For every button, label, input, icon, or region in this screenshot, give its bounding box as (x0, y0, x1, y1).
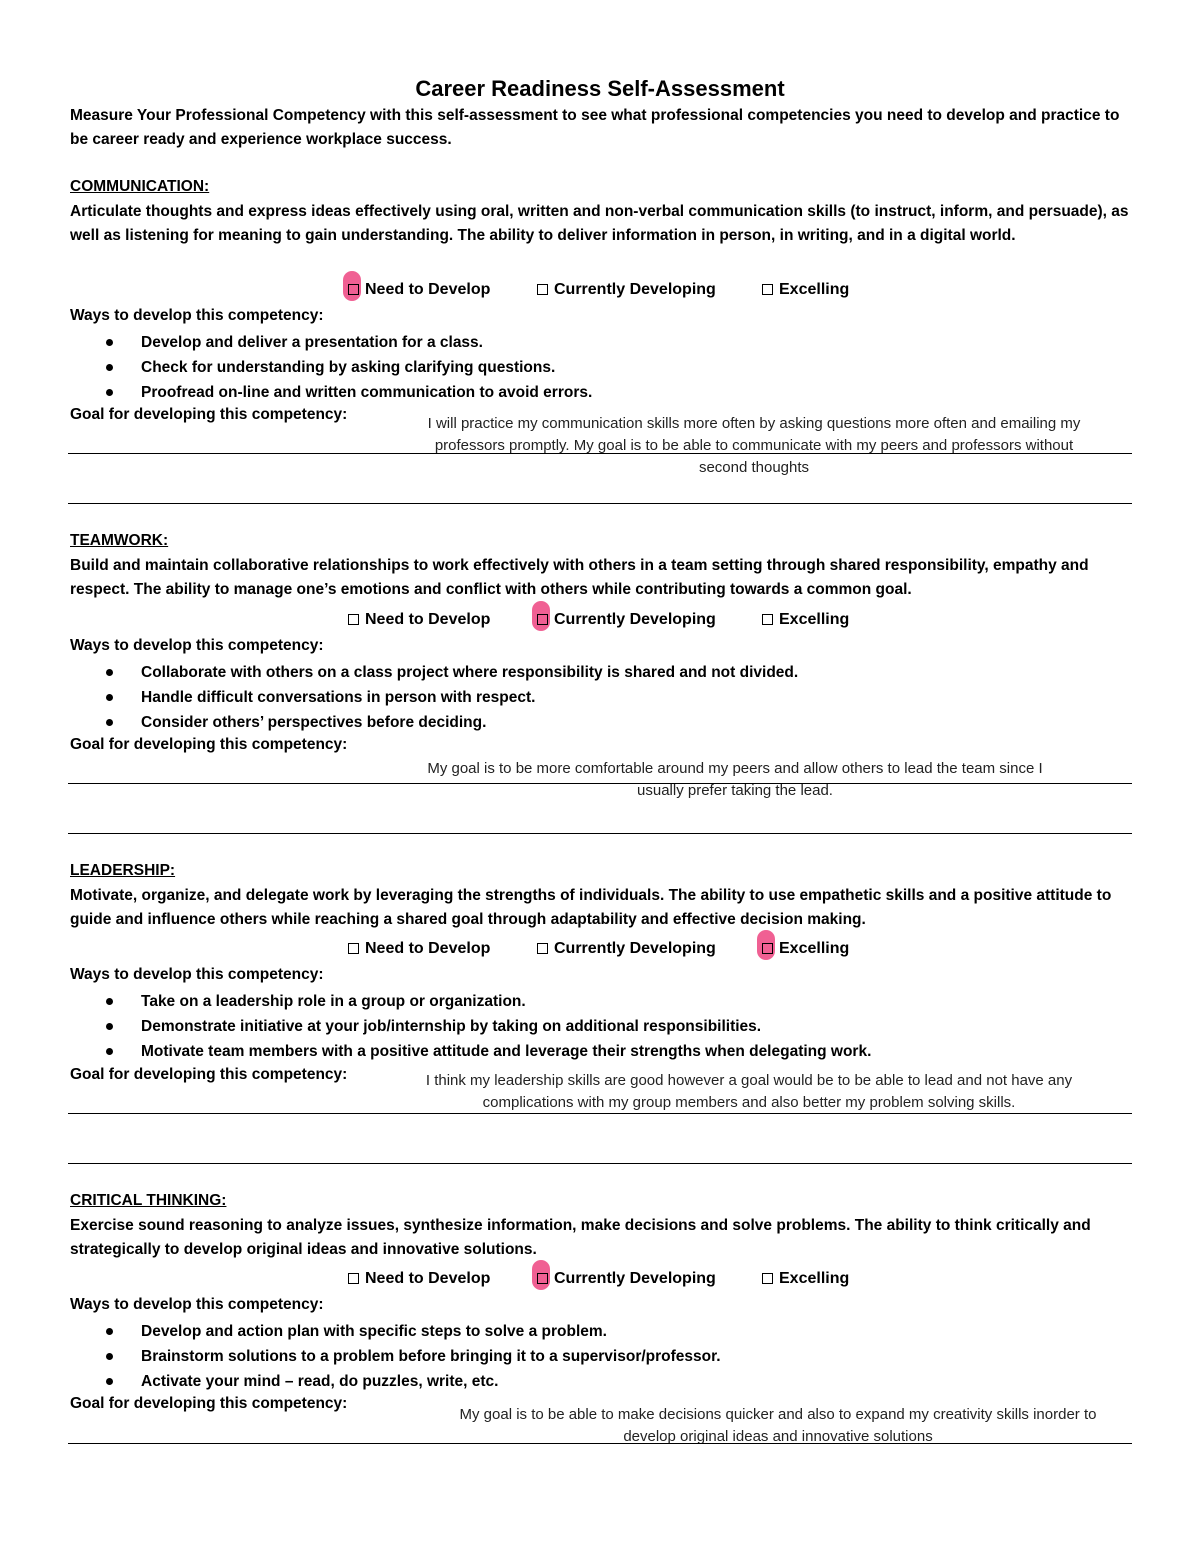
checkbox[interactable] (537, 284, 548, 295)
section-heading-communication: COMMUNICATION: (70, 178, 210, 195)
list-item: Activate your mind – read, do puzzles, write, etc. (104, 1369, 1104, 1394)
list-item: Consider others’ perspectives before deciding. (104, 710, 1104, 735)
checkbox[interactable] (762, 284, 773, 295)
goal-answer[interactable]: My goal is to be able to make decisions quicker and also to expand my creativity skills inorder to develop original ideas and innovative solutions (459, 1406, 1097, 1445)
section-description-leadership: Motivate, organize, and delegate work by leveraging the strengths of individuals. The ability to use empathetic skills and a positive attitude to guide and influence others while reaching a shared goal through adaptability and effective decision making. (70, 887, 1112, 928)
bullet-icon (106, 669, 113, 676)
bullet-icon (106, 339, 113, 346)
bullet-icon (106, 364, 113, 371)
list-item: Develop and action plan with specific steps to solve a problem. (104, 1319, 1104, 1344)
checkbox[interactable] (348, 1273, 359, 1284)
goal-label: Goal for developing this competency: (70, 1395, 348, 1412)
bullet-icon (106, 719, 113, 726)
divider (68, 453, 1132, 454)
intro-text: Measure Your Professional Competency with this self-assessment to see what professional competencies you need to develop and practice to be career ready and experience workplace success. (70, 107, 1120, 148)
option-need-to-develop[interactable]: Need to Develop (348, 281, 490, 299)
ways-list (104, 330, 1104, 405)
ways-list (104, 989, 1104, 1064)
list-item: Handle difficult conversations in person with respect. (104, 685, 1104, 710)
section-description-teamwork: Build and maintain collaborative relationships to work effectively with others in a team setting through shared responsibility, empathy and respect. The ability to manage one’s emotions and conflict with others while contributing towards a common goal. (70, 557, 1089, 598)
list-item: Check for understanding by asking clarifying questions. (104, 355, 1104, 380)
checkbox[interactable] (348, 284, 359, 295)
checkbox[interactable] (537, 614, 548, 625)
checkbox[interactable] (762, 1273, 773, 1284)
list-item: Motivate team members with a positive attitude and leverage their strengths when delegating work. (104, 1039, 1104, 1064)
option-need-to-develop[interactable]: Need to Develop (348, 1270, 490, 1288)
option-currently-developing[interactable]: Currently Developing (537, 611, 716, 629)
section-heading-critical-thinking: CRITICAL THINKING: (70, 1192, 227, 1209)
goal-label: Goal for developing this competency: (70, 1066, 348, 1083)
ways-list (104, 1319, 1104, 1394)
checkbox[interactable] (348, 943, 359, 954)
section-heading-leadership: LEADERSHIP: (70, 862, 176, 879)
divider (68, 1443, 1132, 1444)
bullet-icon (106, 1328, 113, 1335)
section-heading-teamwork: TEAMWORK: (70, 532, 169, 549)
list-item: Collaborate with others on a class project where responsibility is shared and not divided. (104, 660, 1104, 685)
list-item: Brainstorm solutions to a problem before bringing it to a supervisor/professor. (104, 1344, 1104, 1369)
section-description-communication: Articulate thoughts and express ideas effectively using oral, written and non-verbal communication skills (to instruct, inform, and persuade), as well as listening for meaning to gain understanding. The ability to deliver information in person, in writing, and in a digital world. (70, 203, 1129, 244)
checkbox[interactable] (348, 614, 359, 625)
checkbox[interactable] (537, 943, 548, 954)
page-title: Career Readiness Self-Assessment (415, 76, 785, 101)
divider (68, 1163, 1132, 1164)
option-excelling[interactable]: Excelling (762, 611, 849, 629)
goal-answer[interactable]: My goal is to be more comfortable around my peers and allow others to lead the team since I usually prefer taking the lead. (427, 760, 1043, 799)
option-need-to-develop[interactable]: Need to Develop (348, 940, 490, 958)
divider (68, 783, 1132, 784)
section-description-critical-thinking: Exercise sound reasoning to analyze issues, synthesize information, make decisions and solve problems. The ability to think critically and strategically to develop original ideas and innovative solutions. (70, 1217, 1091, 1258)
bullet-icon (106, 1378, 113, 1385)
checkbox[interactable] (762, 614, 773, 625)
bullet-icon (106, 1048, 113, 1055)
ways-label: Ways to develop this competency: (70, 307, 324, 324)
divider (68, 833, 1132, 834)
ways-label: Ways to develop this competency: (70, 966, 324, 983)
option-currently-developing[interactable]: Currently Developing (537, 1270, 716, 1288)
list-item: Develop and deliver a presentation for a class. (104, 330, 1104, 355)
goal-label: Goal for developing this competency: (70, 736, 348, 753)
ways-list (104, 660, 1104, 735)
option-currently-developing[interactable]: Currently Developing (537, 281, 716, 299)
list-item: Proofread on-line and written communication to avoid errors. (104, 380, 1104, 405)
bullet-icon (106, 998, 113, 1005)
list-item: Demonstrate initiative at your job/internship by taking on additional responsibilities. (104, 1014, 1104, 1039)
list-item: Take on a leadership role in a group or organization. (104, 989, 1104, 1014)
goal-answer[interactable]: I will practice my communication skills more often by asking questions more often and emailing my professors promptly. My goal is to be able to communicate with my peers and professors without second thoughts (427, 415, 1081, 476)
option-excelling[interactable]: Excelling (762, 940, 849, 958)
option-excelling[interactable]: Excelling (762, 281, 849, 299)
ways-label: Ways to develop this competency: (70, 637, 324, 654)
checkbox[interactable] (537, 1273, 548, 1284)
option-currently-developing[interactable]: Currently Developing (537, 940, 716, 958)
bullet-icon (106, 389, 113, 396)
bullet-icon (106, 1353, 113, 1360)
option-excelling[interactable]: Excelling (762, 1270, 849, 1288)
checkbox[interactable] (762, 943, 773, 954)
ways-label: Ways to develop this competency: (70, 1296, 324, 1313)
goal-label: Goal for developing this competency: (70, 406, 348, 423)
goal-answer[interactable]: I think my leadership skills are good however a goal would be to be able to lead and not have any complications with my group members and also better my problem solving skills. (425, 1072, 1073, 1111)
divider (68, 1113, 1132, 1114)
bullet-icon (106, 694, 113, 701)
divider (68, 503, 1132, 504)
bullet-icon (106, 1023, 113, 1030)
option-need-to-develop[interactable]: Need to Develop (348, 611, 490, 629)
